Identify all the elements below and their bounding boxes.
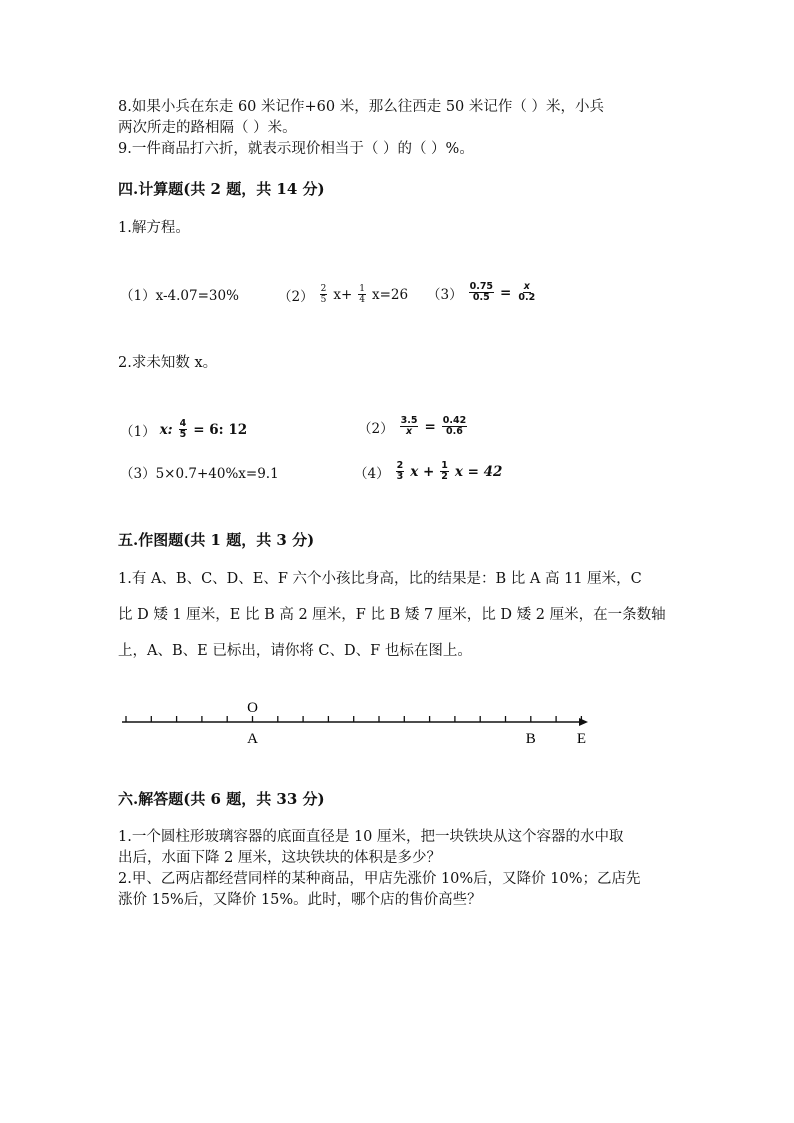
section6-title: 六.解答题(共 6 题，共 33 分) [118,790,325,808]
frac-den: x [405,426,413,437]
section4-title: 四.计算题(共 2 题，共 14 分) [118,180,325,198]
frac-num: 0.75 [469,281,494,292]
e4-mid: x + [410,463,435,480]
e2-fraction-2 [442,416,467,437]
point-label-b: B [525,731,536,747]
e1-fraction [179,419,188,440]
s4-p1-eq3 [427,282,538,303]
s5-q1-line2: 比 D 矮 1 厘米，E 比 B 高 2 厘米，F 比 B 矮 7 厘米，比 D 矮 2 厘米，在一条数轴 [118,607,666,623]
frac-num: 3.5 [400,415,418,426]
eq2-fraction-1 [320,284,328,305]
eq2-end: x=26 [372,286,409,303]
eq2-mid: x+ [333,286,353,303]
eq2-prefix: （2） [278,288,314,305]
frac-den: 0.6 [446,426,463,437]
s6-q1-line1: 1.一个圆柱形玻璃容器的底面直径是 10 厘米，把一块铁块从这个容器的水中取 [118,829,624,845]
frac-num: 4 [179,418,187,429]
e1-prefix: （1） [120,423,156,440]
origin-label: O [247,700,258,716]
s5-q1-line3: 上，A、B、E 已标出，请你将 C、D、F 也标在图上。 [118,643,472,659]
eq3-prefix: （3） [427,286,463,303]
eq1-text: （1）x-4.07=30% [120,288,239,304]
e2-equals: = [424,418,436,435]
point-label-a: A [247,731,258,747]
e2-fraction-1 [400,416,419,437]
frac-den: 0.5 [472,292,490,303]
s4-p2-e3 [120,462,279,482]
frac-num: 2 [396,460,404,471]
frac-num: 2 [320,284,327,294]
q8-line1: 8.如果小兵在东走 60 米记作+60 米，那么往西走 50 米记作（ ）米，小兵 [118,99,604,115]
e4-fraction-1 [396,461,405,482]
eq3-equals: = [500,284,512,301]
section5-title: 五.作图题(共 1 题，共 3 分) [118,531,315,549]
e4-fraction-2 [440,461,449,482]
number-line-ticks [126,716,581,722]
eq2-fraction-2 [358,284,366,305]
number-line-labels [247,731,586,747]
number-line-arrow [579,718,588,726]
s4-p2-e1 [120,419,247,440]
frac-den: 4 [359,295,365,305]
s4-p1-eq2 [278,284,408,305]
q9-line1: 9.一件商品打六折，就表示现价相当于（ ）的（ ）%。 [118,141,474,157]
e4-prefix: （4） [354,465,390,482]
frac-den: 0.2 [518,292,536,303]
s4-p1-eq1 [120,284,239,304]
eq3-fraction-1 [469,282,494,303]
s4-p2-e2 [358,416,469,437]
s6-q2-line1: 2.甲、乙两店都经营同样的某种商品，甲店先涨价 10%后，又降价 10%；乙店先 [118,871,641,887]
e1-x: x: [159,421,173,438]
number-line [118,696,598,752]
frac-den: 5 [179,429,187,440]
e1-rest: = 6: 12 [193,421,248,438]
frac-den: 2 [441,471,448,482]
frac-num: 1 [359,284,365,294]
frac-num: 1 [441,460,448,471]
s4-p2-title: 2.求未知数 x。 [118,355,218,371]
s5-q1-line1: 1.有 A、B、C、D、E、F 六个小孩比身高，比的结果是：B 比 A 高 11 厘米，C [118,571,642,587]
frac-num: x [523,281,530,292]
frac-num: 0.42 [442,415,467,426]
s6-q1-line2: 出后，水面下降 2 厘米，这块铁块的体积是多少？ [118,850,441,866]
frac-den: 5 [320,295,327,305]
e2-prefix: （2） [358,420,394,437]
point-label-e: E [576,731,586,747]
s6-q2-line2: 涨价 15%后，又降价 15%。此时，哪个店的售价高些？ [118,892,482,908]
q8-line2: 两次所走的路相隔（ ）米。 [118,120,297,136]
frac-den: 3 [396,471,404,482]
e4-rest: x = 42 [454,463,503,480]
s4-p1-title: 1.解方程。 [118,220,190,236]
eq3-fraction-2 [517,282,536,303]
s4-p2-e4 [354,461,502,482]
e3-text: （3）5×0.7+40%x=9.1 [120,466,279,482]
